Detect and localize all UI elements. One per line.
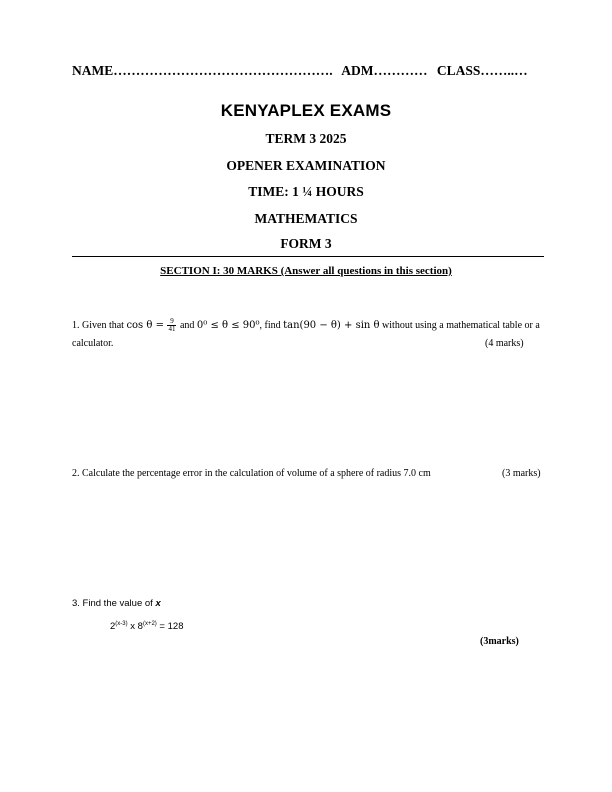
exam-title: OPENER EXAMINATION [226, 158, 386, 173]
question-3-text: 3. Find the value of [72, 598, 156, 609]
section-heading: SECTION I: 30 MARKS (Answer all questions in this section) [160, 265, 452, 277]
name-field-label: NAME…………………………………………. [72, 63, 333, 78]
form-title: FORM 3 [280, 236, 332, 251]
subject-title: MATHEMATICS [254, 211, 358, 226]
student-details-line [72, 63, 534, 79]
question-3-marks: (3marks) [480, 636, 519, 647]
equation-exponent-1: (x-3) [115, 621, 128, 627]
question-1-expression: tan(90 − θ) + sin θ [283, 320, 380, 331]
question-1-find: , find [259, 320, 284, 331]
equation-middle: x 8 [127, 621, 143, 633]
adm-field-label: ADM………… [341, 63, 428, 78]
question-1-cos: cos θ = [126, 320, 164, 331]
term-title: TERM 3 2025 [265, 131, 347, 146]
fraction-denominator: 41 [168, 325, 176, 334]
question-1-intro: 1. Given that [72, 320, 127, 331]
question-2-marks: (3 marks) [502, 468, 541, 479]
header-divider [72, 256, 544, 257]
question-3-equation [110, 621, 183, 632]
school-title: KENYAPLEX EXAMS [220, 101, 392, 120]
question-3-variable: x [155, 598, 161, 609]
question-3 [72, 598, 161, 609]
fraction [167, 318, 176, 333]
equation-exponent-2: (x+2) [142, 621, 157, 627]
question-1-range: 0⁰ ≤ θ ≤ 90⁰ [196, 320, 260, 331]
question-1-and: and [177, 320, 197, 331]
equation-rhs: = 128 [156, 621, 184, 633]
question-1-line2: calculator. [72, 338, 114, 349]
equation-base-1: 2 [110, 621, 116, 633]
question-1-marks: (4 marks) [485, 338, 524, 349]
question-2: 2. Calculate the percentage error in the calculation of volume of a sphere of radius 7.0 cm [72, 468, 431, 479]
question-1-tail: without using a mathematical table or a [379, 320, 540, 331]
time-title: TIME: 1 ¼ HOURS [248, 184, 364, 199]
class-field-label: CLASS……..… [436, 63, 528, 78]
fraction-numerator: 9 [167, 318, 176, 326]
question-1 [72, 318, 542, 334]
